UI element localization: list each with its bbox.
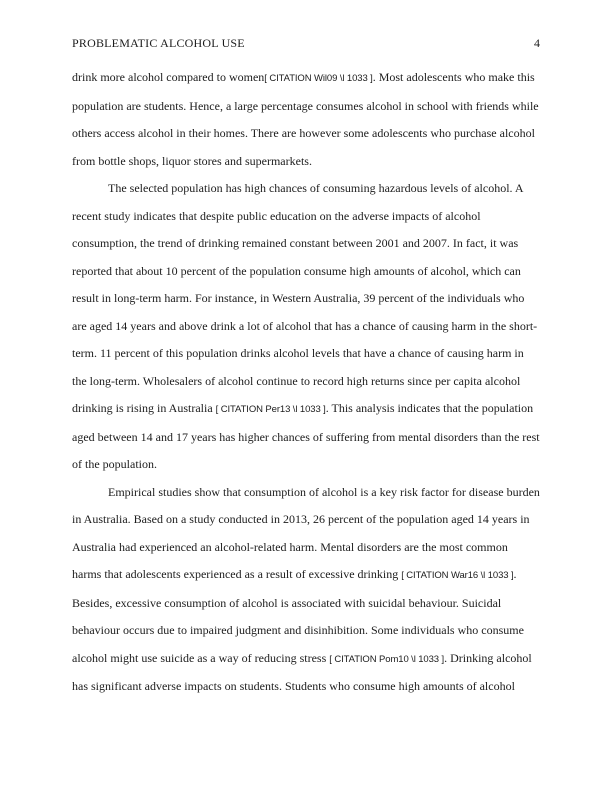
paragraph — [72, 175, 540, 479]
page-number: 4 — [534, 36, 540, 50]
text-run: The selected population has high chances of consuming hazardous levels of alcohol. A recent study indicates that despite public education on the adverse impacts of alcohol consumption, the trend of drinking remained constant between 2001 and 2007. In fact, it was reported that about 10 percent of the population consume high amounts of alcohol, which can result in long-term harm. For instance, in Western Australia, 39 percent of the individuals who are aged 14 years and above drink a lot of alcohol that has a chance of causing harm in the short-term. 11 percent of this population drinks alcohol levels that have a chance of causing harm in the long-term. Wholesalers of alcohol continue to record high returns since per capita alcohol drinking is rising in Australia — [72, 181, 538, 415]
citation-field: [ CITATION Per13 \l 1033 ] — [215, 404, 326, 415]
text-run: drink more alcohol compared to women — [72, 70, 265, 84]
citation-field: [ CITATION Pom10 \l 1033 ] — [329, 653, 445, 665]
paragraph — [72, 64, 540, 175]
running-head: PROBLEMATIC ALCOHOL USE — [72, 36, 245, 50]
document-body — [72, 64, 540, 701]
text-run: . Besides, excessive consumption of alcohol is associated with suicidal behaviour. Suicidal behaviour occurs due to impaired judgment and disinhibition. Some individuals who consume alcohol might use suicide as a way of reducing stress — [72, 567, 524, 665]
text-run: . Most adolescents who make this population are students. Hence, a large percentage consumes alcohol in school with friends while others access alcohol in their homes. There are however some adolescents who purchase alcohol from bottle shops, liquor stores and supermarkets. — [72, 70, 539, 168]
citation-field: [ CITATION Wil09 \l 1033 ] — [264, 73, 373, 84]
text-run: . This analysis indicates that the population aged between 14 and 17 years has higher chances of suffering from mental disorders than the rest of the population. — [72, 401, 540, 471]
citation-field: [ CITATION War16 \l 1033 ] — [401, 570, 514, 581]
paragraph — [72, 479, 540, 701]
text-run: . Drinking alcohol has significant adverse impacts on students. Students who consume high amounts of alcohol — [72, 650, 532, 693]
page-header — [72, 36, 540, 50]
text-run: Empirical studies show that consumption of alcohol is a key risk factor for disease burden in Australia. Based on a study conducted in 2013, 26 percent of the population aged 14 years in Australia had experienced an alcohol-related harm. Mental disorders are the most common harms that adolescents experienced as a result of excessive drinking — [72, 484, 540, 581]
